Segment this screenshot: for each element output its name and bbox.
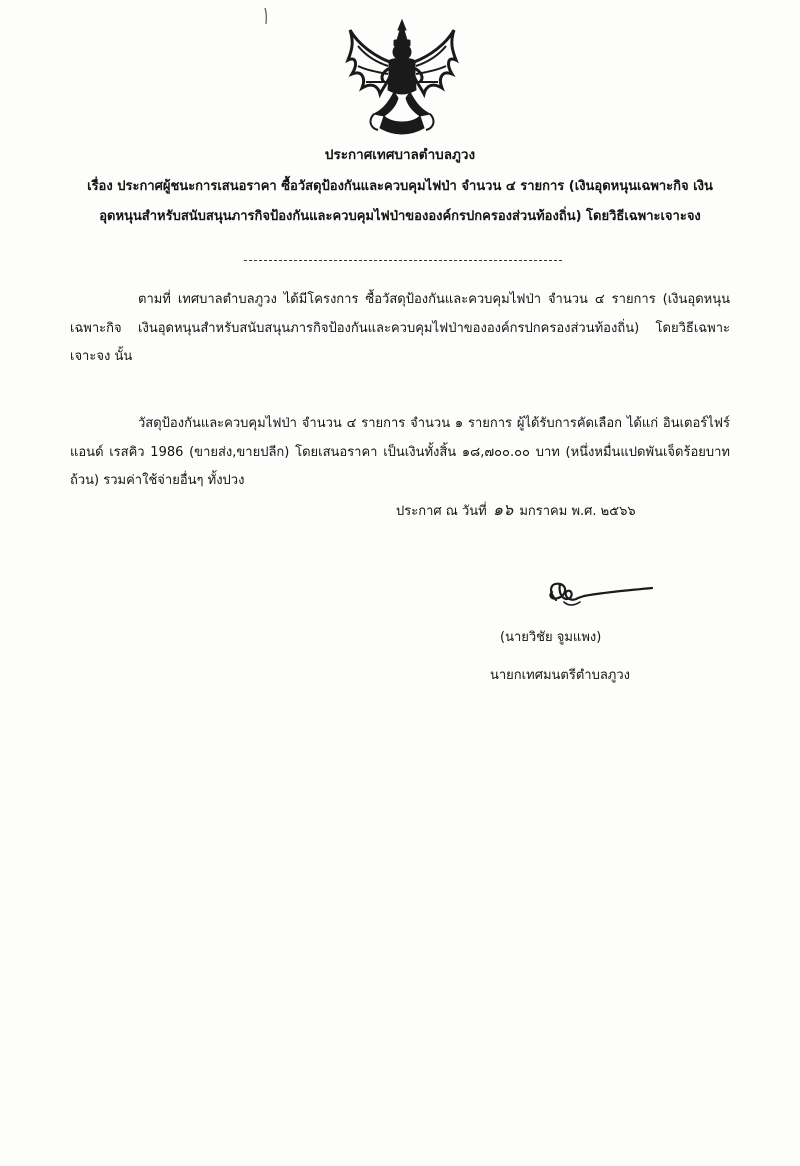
body-paragraph-1: ตามที่ เทศบาลตำบลภูวง ได้มีโครงการ ซื้อวัสดุป้องกันและควบคุมไฟป่า จำนวน ๔ รายการ (เงินอุดหนุนเฉพาะกิจ เงินอุดหนุนสำหรับสนับสนุนภารกิจป้องกันและควบคุมไฟป่าขององค์กรปกครองส่วนท้องถิ่น) โดยวิธีเฉพาะเจาะจง นั้น [70, 292, 730, 364]
dashed-divider [244, 260, 562, 261]
announcement-title: ประกาศเทศบาลตำบลภูวง [324, 147, 476, 163]
announcement-subject: เรื่อง ประกาศผู้ชนะการเสนอราคา ซื้อวัสดุป้องกันและควบคุมไฟป่า จำนวน ๔ รายการ (เงินอุดหนุนเฉพาะกิจ เงินอุดหนุนสำหรับสนับสนุนภารกิจป้องกันและควบคุมไฟป่าขององค์กรปกครองส่วนท้องถิ่น) โดยวิธีเฉพาะเจาะจง [87, 179, 713, 224]
signatory-name: (นายวิชัย จูมแพง) [500, 630, 602, 645]
signatory-position: นายกเทศมนตรีตำบลภูวง [490, 668, 630, 683]
body-paragraph-2: วัสดุป้องกันและควบคุมไฟป่า จำนวน ๔ รายการ จำนวน ๑ รายการ ผู้ได้รับการคัดเลือก ได้แก่ อินเตอร์ไฟร์ แอนด์ เรสคิว 1986 (ขายส่ง,ขายปลีก) โดยเสนอราคา เป็นเงินทั้งสิ้น ๑๘,๗๐๐.๐๐ บาท (หนึ่งหมื่นแปดพันเจ็ดร้อยบาทถ้วน) รวมค่าใช้จ่ายอื่นๆ ทั้งปวง [70, 416, 730, 488]
date-day-handwritten: ๑๖ [492, 500, 514, 519]
garuda-emblem-icon [344, 16, 460, 138]
pen-mark-icon [262, 6, 270, 26]
handwritten-signature [536, 572, 656, 618]
date-prefix: ประกาศ ณ วันที่ [396, 504, 487, 519]
date-month-year: มกราคม พ.ศ. ๒๕๖๖ [519, 504, 636, 519]
announcement-dateline [396, 496, 636, 526]
